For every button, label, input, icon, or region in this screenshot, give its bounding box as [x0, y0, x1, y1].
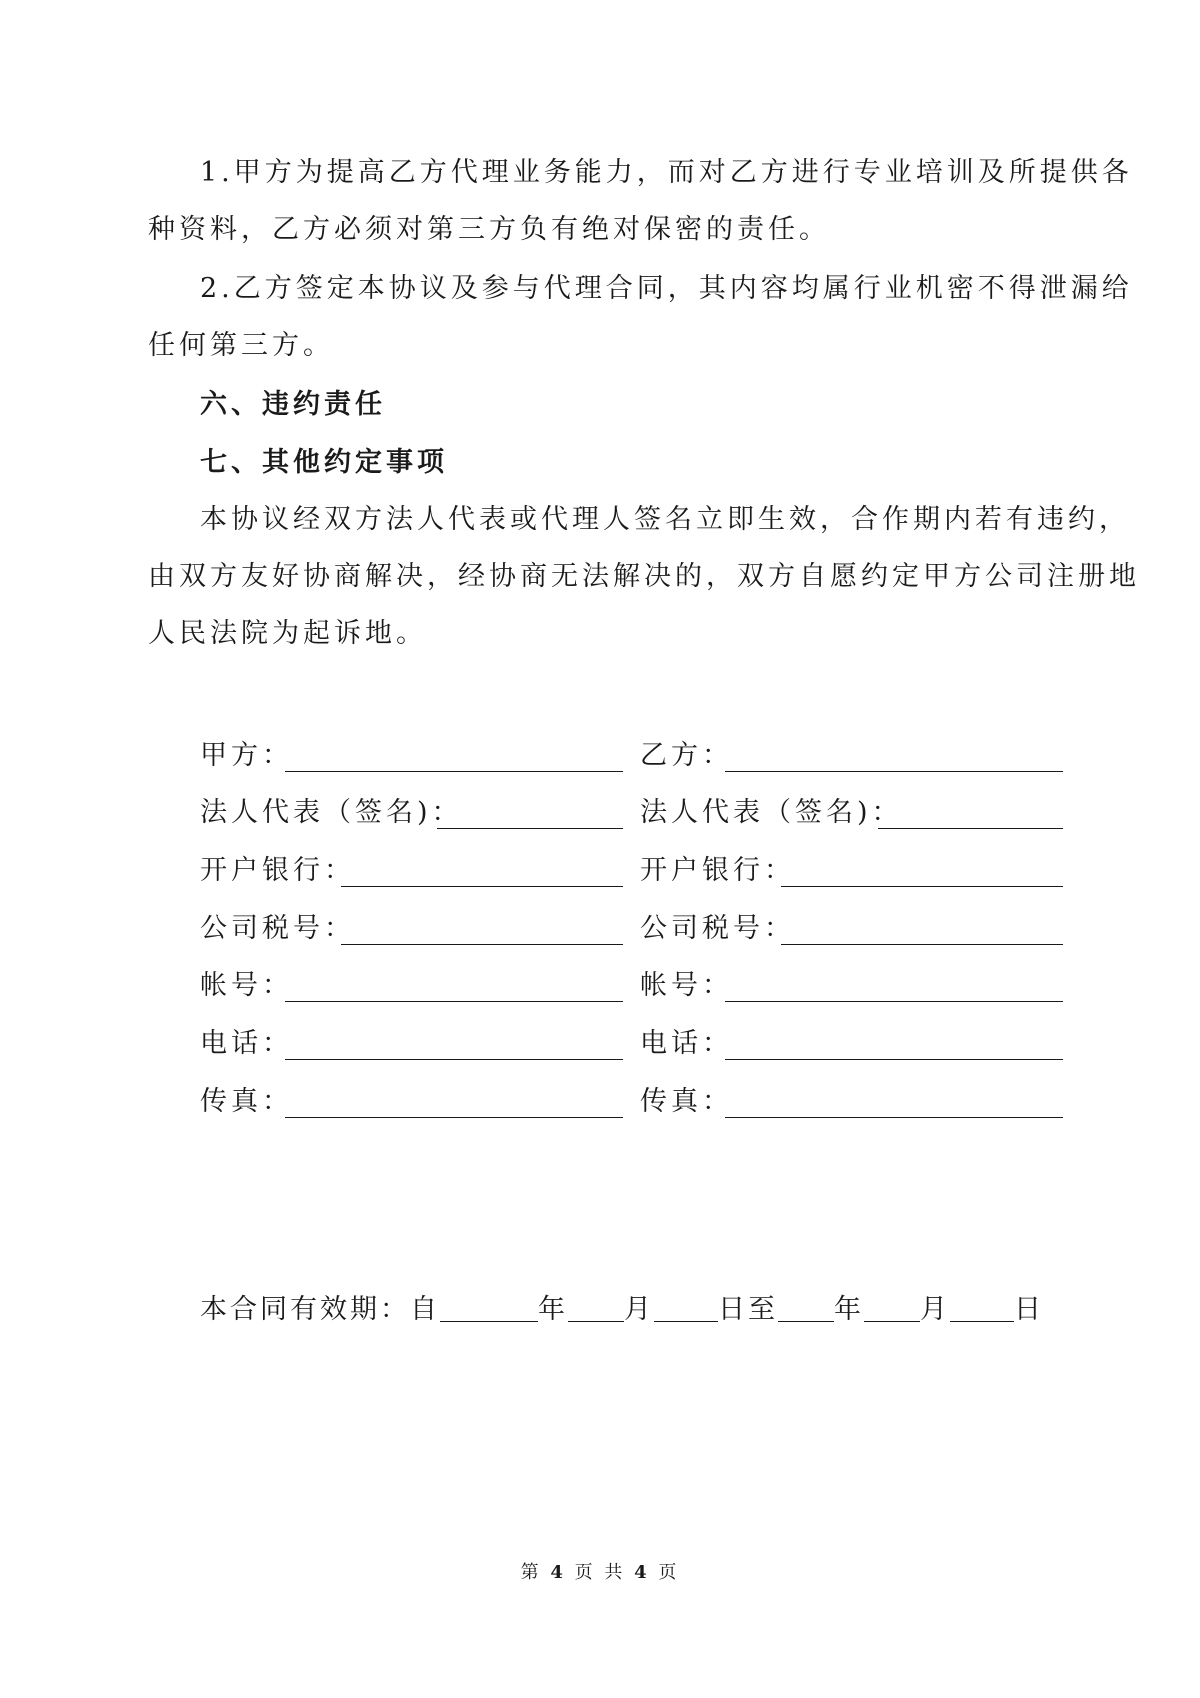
party-a-bank-blank[interactable]: [341, 886, 623, 887]
signature-row-bank: [0, 848, 1200, 888]
party-b-account-label: 帐号：: [640, 970, 733, 1001]
party-b-legal-rep-blank[interactable]: [878, 828, 1063, 829]
page-footer: [0, 1558, 1200, 1584]
party-a-blank[interactable]: [285, 771, 623, 772]
party-a-tax-id-blank[interactable]: [341, 944, 623, 945]
party-a-bank-label: 开户银行：: [200, 855, 355, 886]
party-b-bank-label: 开户银行：: [640, 855, 795, 886]
footer-prefix: 第: [520, 1562, 542, 1583]
start-year-blank[interactable]: [440, 1295, 538, 1322]
party-b-phone-blank[interactable]: [725, 1059, 1063, 1060]
year-label: 年: [538, 1294, 568, 1325]
clause-2-line-1: 2.乙方签定本协议及参与代理合同，其内容均属行业机密不得泄漏给: [200, 273, 1133, 304]
signature-row-party: [0, 733, 1200, 773]
party-b-legal-rep-label: 法人代表（签名)：: [640, 797, 903, 828]
party-a-label: 甲方：: [200, 740, 293, 771]
party-a-legal-rep-label: 法人代表（签名)：: [200, 797, 463, 828]
footer-suffix: 页: [658, 1562, 680, 1583]
party-b-label: 乙方：: [640, 740, 733, 771]
end-month-blank[interactable]: [864, 1295, 920, 1322]
month-label: 月: [624, 1294, 654, 1325]
party-a-tax-id-label: 公司税号：: [200, 913, 355, 944]
validity-prefix: 本合同有效期：自: [200, 1294, 440, 1325]
clause-2-line-2: 任何第三方。: [148, 330, 334, 361]
end-year-blank[interactable]: [778, 1295, 834, 1322]
signature-row-account: [0, 963, 1200, 1003]
party-a-fax-blank[interactable]: [285, 1117, 623, 1118]
start-day-blank[interactable]: [654, 1295, 718, 1322]
party-b-tax-id-blank[interactable]: [781, 944, 1063, 945]
heading-breach-liability: 六、违约责任: [200, 389, 386, 420]
effect-line-3: 人民法院为起诉地。: [148, 618, 427, 649]
footer-page-number: 4: [550, 1562, 566, 1583]
day-to-label: 日至: [718, 1294, 778, 1325]
validity-period: [200, 1287, 1044, 1326]
signature-row-phone: [0, 1021, 1200, 1061]
party-b-tax-id-label: 公司税号：: [640, 913, 795, 944]
party-b-bank-blank[interactable]: [781, 886, 1063, 887]
footer-mid: 页 共: [574, 1562, 626, 1583]
signature-row-fax: [0, 1079, 1200, 1119]
end-day-blank[interactable]: [950, 1295, 1014, 1322]
clause-1-line-1: 1.甲方为提高乙方代理业务能力，而对乙方进行专业培训及所提供各: [200, 157, 1133, 188]
party-a-account-blank[interactable]: [285, 1001, 623, 1002]
effect-line-1: 本协议经双方法人代表或代理人签名立即生效，合作期内若有违约，: [200, 504, 1130, 535]
year2-label: 年: [834, 1294, 864, 1325]
footer-total-pages: 4: [634, 1562, 650, 1583]
effect-line-2: 由双方友好协商解决，经协商无法解决的，双方自愿约定甲方公司注册地: [148, 561, 1140, 592]
party-a-phone-label: 电话：: [200, 1028, 293, 1059]
party-b-phone-label: 电话：: [640, 1028, 733, 1059]
party-a-fax-label: 传真：: [200, 1086, 293, 1117]
start-month-blank[interactable]: [568, 1295, 624, 1322]
party-b-account-blank[interactable]: [725, 1001, 1063, 1002]
party-b-fax-blank[interactable]: [725, 1117, 1063, 1118]
party-a-account-label: 帐号：: [200, 970, 293, 1001]
party-a-phone-blank[interactable]: [285, 1059, 623, 1060]
day2-label: 日: [1014, 1294, 1044, 1325]
party-b-fax-label: 传真：: [640, 1086, 733, 1117]
party-b-blank[interactable]: [725, 771, 1063, 772]
clause-1-line-2: 种资料，乙方必须对第三方负有绝对保密的责任。: [148, 214, 830, 245]
heading-other-terms: 七、其他约定事项: [200, 447, 448, 478]
signature-row-tax-id: [0, 906, 1200, 946]
signature-row-legal-rep: [0, 790, 1200, 830]
month2-label: 月: [920, 1294, 950, 1325]
party-a-legal-rep-blank[interactable]: [437, 828, 623, 829]
